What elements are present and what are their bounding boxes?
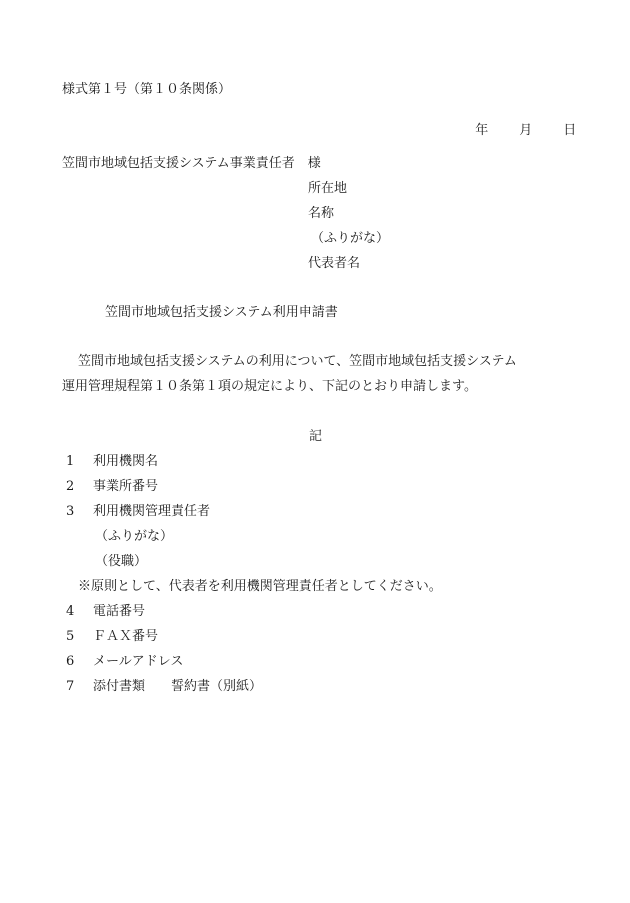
item-label-5: ＦＡＸ番号: [93, 629, 159, 644]
item-3-position: （役職）: [95, 554, 148, 569]
item-label-3: 利用機関管理責任者: [93, 504, 211, 519]
item-label-7: 添付書類 誓約書（別紙）: [93, 679, 263, 694]
applicant-representative-label: 代表者名: [308, 256, 361, 271]
applicant-address-label: 所在地: [308, 181, 348, 196]
body-line-2: 運用管理規程第１０条第１項の規定により、下記のとおり申請します。: [62, 379, 477, 394]
date-month: 月: [519, 123, 533, 138]
applicant-name-label: 名称: [308, 206, 335, 221]
applicant-furigana-label: （ふりがな）: [311, 231, 390, 246]
item-label-1: 利用機関名: [93, 454, 159, 469]
item-number-1: 1: [66, 454, 75, 469]
item-3-furigana: （ふりがな）: [95, 529, 174, 544]
note: ※原則として、代表者を利用機関管理責任者としてください。: [78, 579, 442, 594]
item-number-3: 3: [66, 504, 75, 519]
item-label-2: 事業所番号: [93, 479, 159, 494]
ki-heading: 記: [309, 429, 323, 444]
date-day: 日: [563, 123, 577, 138]
document-title: 笠間市地域包括支援システム利用申請書: [105, 305, 338, 320]
item-number-6: 6: [66, 654, 75, 669]
item-label-6: メールアドレス: [93, 654, 184, 669]
body-line-1: 笠間市地域包括支援システムの利用について、笠間市地域包括支援システム: [78, 354, 517, 369]
form-number: 様式第１号（第１０条関係）: [62, 82, 232, 97]
date-year: 年: [475, 123, 489, 138]
item-number-4: 4: [66, 604, 75, 619]
item-label-4: 電話番号: [93, 604, 146, 619]
addressee: 笠間市地域包括支援システム事業責任者 様: [62, 156, 321, 171]
item-number-7: 7: [66, 679, 75, 694]
item-number-2: 2: [66, 479, 75, 494]
date-line: [467, 107, 576, 139]
item-number-5: 5: [66, 629, 75, 644]
